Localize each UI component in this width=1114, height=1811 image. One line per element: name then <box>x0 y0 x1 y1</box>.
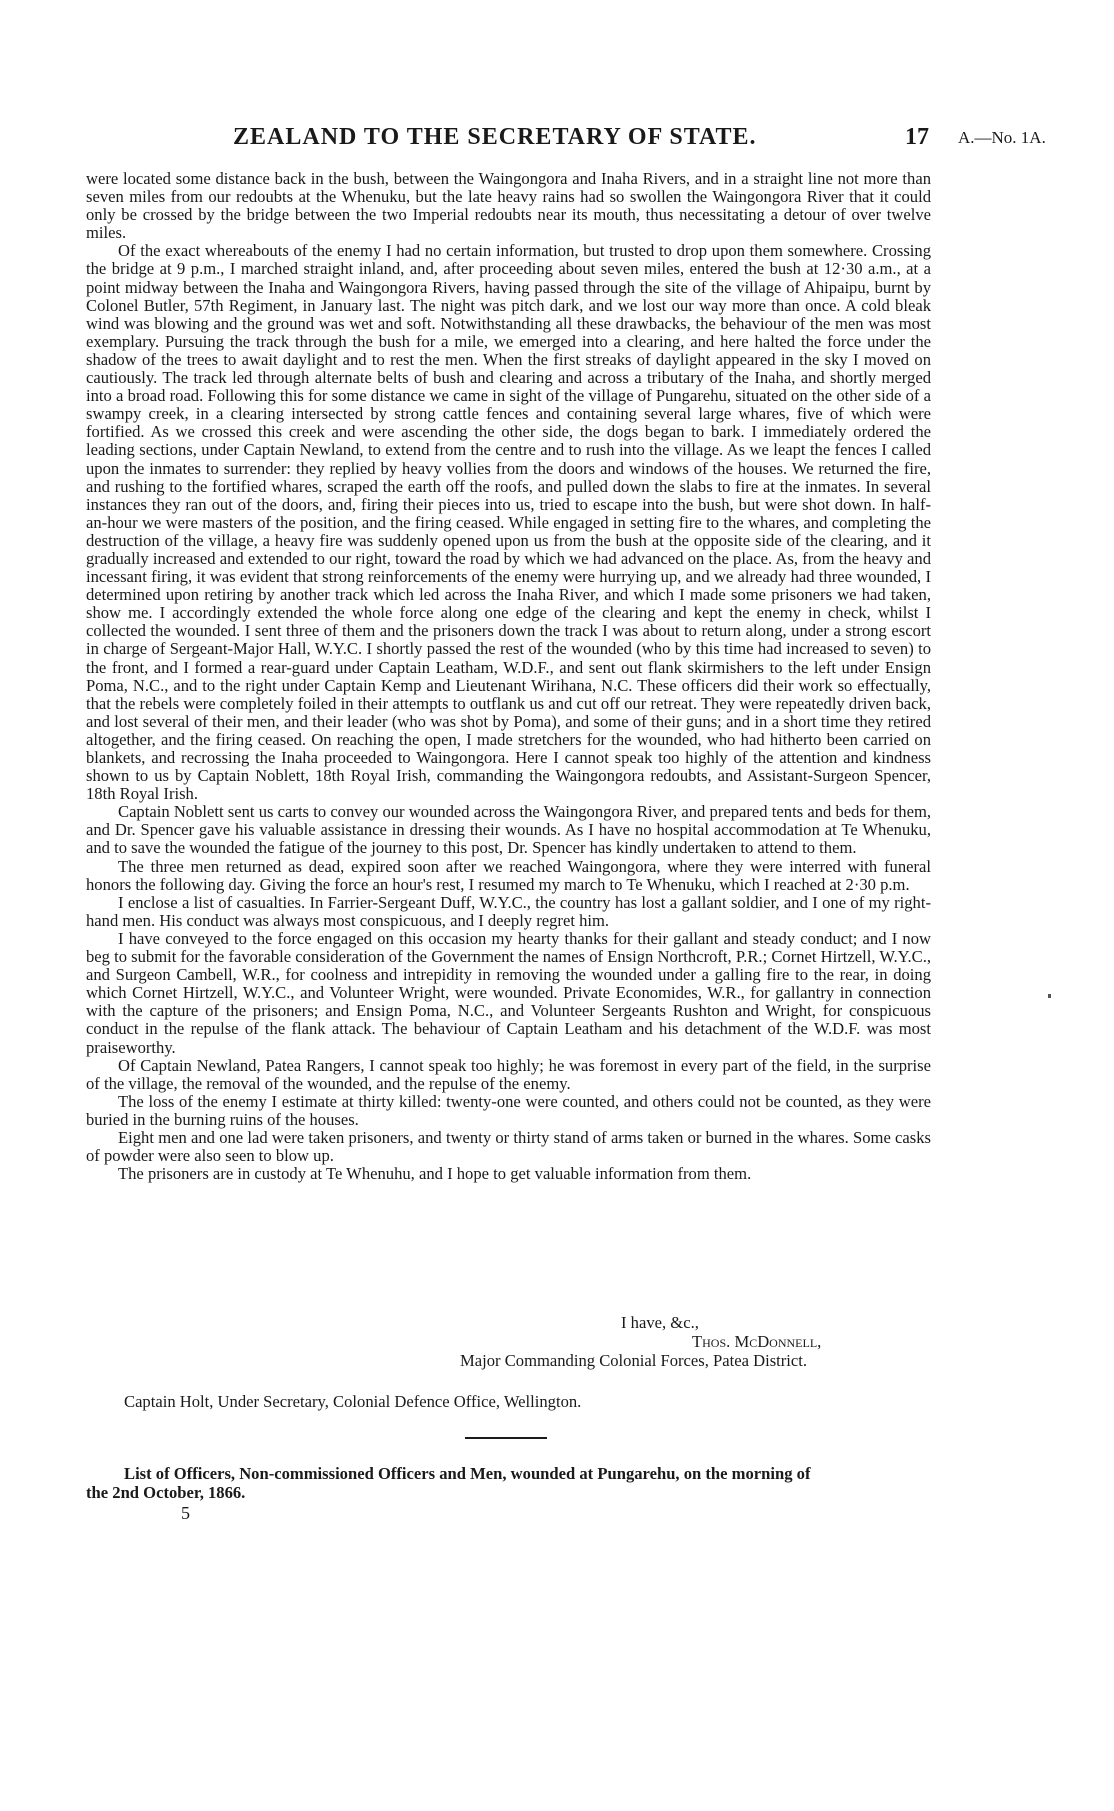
casualty-list-heading <box>86 1464 931 1502</box>
signatory-title: Major Commanding Colonial Forces, Patea District. <box>460 1351 808 1370</box>
document-reference: A.—No. 1A. <box>958 128 1046 147</box>
paragraph-9: Eight men and one lad were taken prisoners, and twenty or thirty stand of arms taken or burned in the whares. Some casks of powder were also seen to blow up. <box>86 1127 931 1166</box>
paragraph-7: Of Captain Newland, Patea Rangers, I cannot speak too highly; he was foremost in every part of the field, in the surprise of the village, the removal of the wounded, and the repulse of the enemy. <box>86 1055 931 1093</box>
closing-salutation: I have, &c., <box>621 1313 699 1332</box>
signature: Thos. McDonnell, <box>692 1332 822 1351</box>
paragraph-2: Of the exact whereabouts of the enemy I had no certain information, but trusted to drop upon them somewhere. Crossing the bridge at 9 p.m., I marched straight inland, and, after proceeding about seven miles, entered the bush at 12·30 a.m., at a point midway between the Inaha and Waingongora Rivers, having passed through the site of the village of Ahipaipu, burnt by Colonel Butler, 57th Regiment, in January last. The night was pitch dark, and we lost our way more than once. A cold bleak wind was blowing and the ground was wet and soft. Notwithstanding all these drawbacks, the behaviour of the men was most exemplary. Pursuing the track through the bush for a mile, we emerged into a clearing, and here halted the force under the shadow of the trees to await daylight and to rest the men. When the first streaks of daylight appeared in the sky I moved on cautiously. The track led through alternate belts of bush and clearing and across a tributary of the Inaha, and shortly merged into a broad road. Following this for some distance we came in sight of the village of Pungarehu, situated on the other side of a swampy creek, in a clearing intersected by strong cattle fences and containing several large whares, five of which were fortified. As we crossed this creek and were ascending the other side, the dogs began to bark. I immediately ordered the leading sections, under Captain Newland, to extend from the centre and to rush into the village. As we leapt the fences I called upon the inmates to surrender: they replied by heavy vollies from the doors and windows of the houses. We returned the fire, and rushing to the fortified whares, scraped the earth off the roofs, and pulled down the slabs to fire at the inmates. In several instances they ran out of the doors, and, firing their pieces into us, tried to escape into the bush, but were shot down. In half-an-hour we were masters of the position, and the firing ceased. While engaged in setting fire to the whares, and completing the destruction of the village, a heavy fire was suddenly opened upon us from the bush at the opposite side of the clearing, and it gradually increased and extended to our right, toward the road by which we had advanced on the place. As, from the heavy and incessant firing, it was evident that strong reinforcements of the enemy were hurrying up, and we already had three wounded, I determined upon retiring by another track which led across the Inaha River, and which I made some prisoners we had taken, show me. I accordingly extended the whole force along one edge of the clearing and kept the enemy in check, whilst I collected the wounded. I sent three of them and the prisoners down the track I was about to return along, under a strong escort in charge of Sergeant-Major Hall, W.Y.C. I shortly passed the rest of the wounded (who by this time had increased to seven) to the front, and I formed a rear-guard under Captain Leatham, W.D.F., and sent out flank skirmishers to the left under Ensign Poma, N.C., and to the right under Captain Kemp and Lieutenant Wirihana, N.C. These officers did their work so effectually, that the rebels were completely foiled in their attempts to outflank us and cut off our retreat. They were repeatedly driven back, and lost several of their men, and their leader (who was shot by Poma), and some of their guns; and in a short time they retired altogether, and the firing ceased. On reaching the open, I made stretchers for the wounded, who had hitherto been carried on blankets, and recrossing the Inaha proceeded to Waingongora. Here I cannot speak too highly of the attention and kindness shown to us by Captain Noblett, 18th Royal Irish, commanding the Waingongora redoubts, and Assistant-Surgeon Spencer, 18th Royal Irish. <box>86 241 931 804</box>
paragraph-6: I have conveyed to the force engaged on this occasion my hearty thanks for their gallant and steady conduct; and I now beg to submit for the favorable consideration of the Government the names of Ensign Northcroft, P.R.; Cornet Hirtzell, W.Y.C., and Surgeon Cambell, W.R., for coolness and intrepidity in removing the wounded under a galling fire to the rear, in doing which Cornet Hirtzell, W.Y.C., and Volunteer Wright, were wounded. Private Economides, W.R., for gallantry in connection with the capture of the prisoners; and Ensign Poma, N.C., and Volunteer Sergeants Rushton and Wright, for conspicuous conduct in the repulse of the flank attack. The behaviour of Captain Leatham and his detachment of the W.D.F. was most praiseworthy. <box>86 928 931 1057</box>
list-heading-line-2: the 2nd October, 1866. <box>86 1483 246 1502</box>
paragraph-10: The prisoners are in custody at Te Whenuhu, and I hope to get valuable information from them. <box>118 1164 752 1184</box>
page-number: 17 <box>905 124 929 150</box>
paragraph-3: Captain Noblett sent us carts to convey our wounded across the Waingongora River, and prepared tents and beds for them, and Dr. Spencer gave his valuable assistance in dressing their wounds. As I have no hospital accommodation at Te Whenuku, and to save the wounded the fatigue of the journey to this post, Dr. Spencer has kindly undertaken to attend to them. <box>86 802 931 858</box>
paragraph-1: were located some distance back in the bush, between the Waingongora and Inaha Rivers, and in a straight line not more than seven miles from our redoubts at the Whenuku, but the late heavy rains had so swollen the Waingongora River that it could only be crossed by the bridge between the two Imperial redoubts near its mouth, thus necessitating a detour of over twelve miles. <box>86 169 931 243</box>
paragraph-5: I enclose a list of casualties. In Farrier-Sergeant Duff, W.Y.C., the country has lost a gallant soldier, and I one of my right-hand men. His conduct was always most conspicuous, and I deeply regret him. <box>86 892 931 930</box>
section-divider <box>465 1437 547 1439</box>
paragraph-4: The three men returned as dead, expired soon after we reached Waingongora, where they were interred with funeral honors the following day. Giving the force an hour's rest, I resumed my march to Te Whenuku, which I reached at 2·30 p.m. <box>86 856 931 894</box>
list-heading-line-1: List of Officers, Non-commissioned Officers and Men, wounded at Pungarehu, on the morning of <box>124 1464 811 1483</box>
letter-body <box>86 170 931 1183</box>
running-header <box>0 124 1114 158</box>
ink-speck <box>1048 994 1051 998</box>
paragraph-8: The loss of the enemy I estimate at thirty killed: twenty-one were counted, and others could not be counted, as they were buried in the burning ruins of the houses. <box>86 1091 931 1129</box>
addressee: Captain Holt, Under Secretary, Colonial Defence Office, Wellington. <box>124 1392 582 1411</box>
list-count: 5 <box>181 1503 190 1523</box>
header-title: ZEALAND TO THE SECRETARY OF STATE. <box>233 124 757 150</box>
letter-closing <box>86 1313 931 1370</box>
